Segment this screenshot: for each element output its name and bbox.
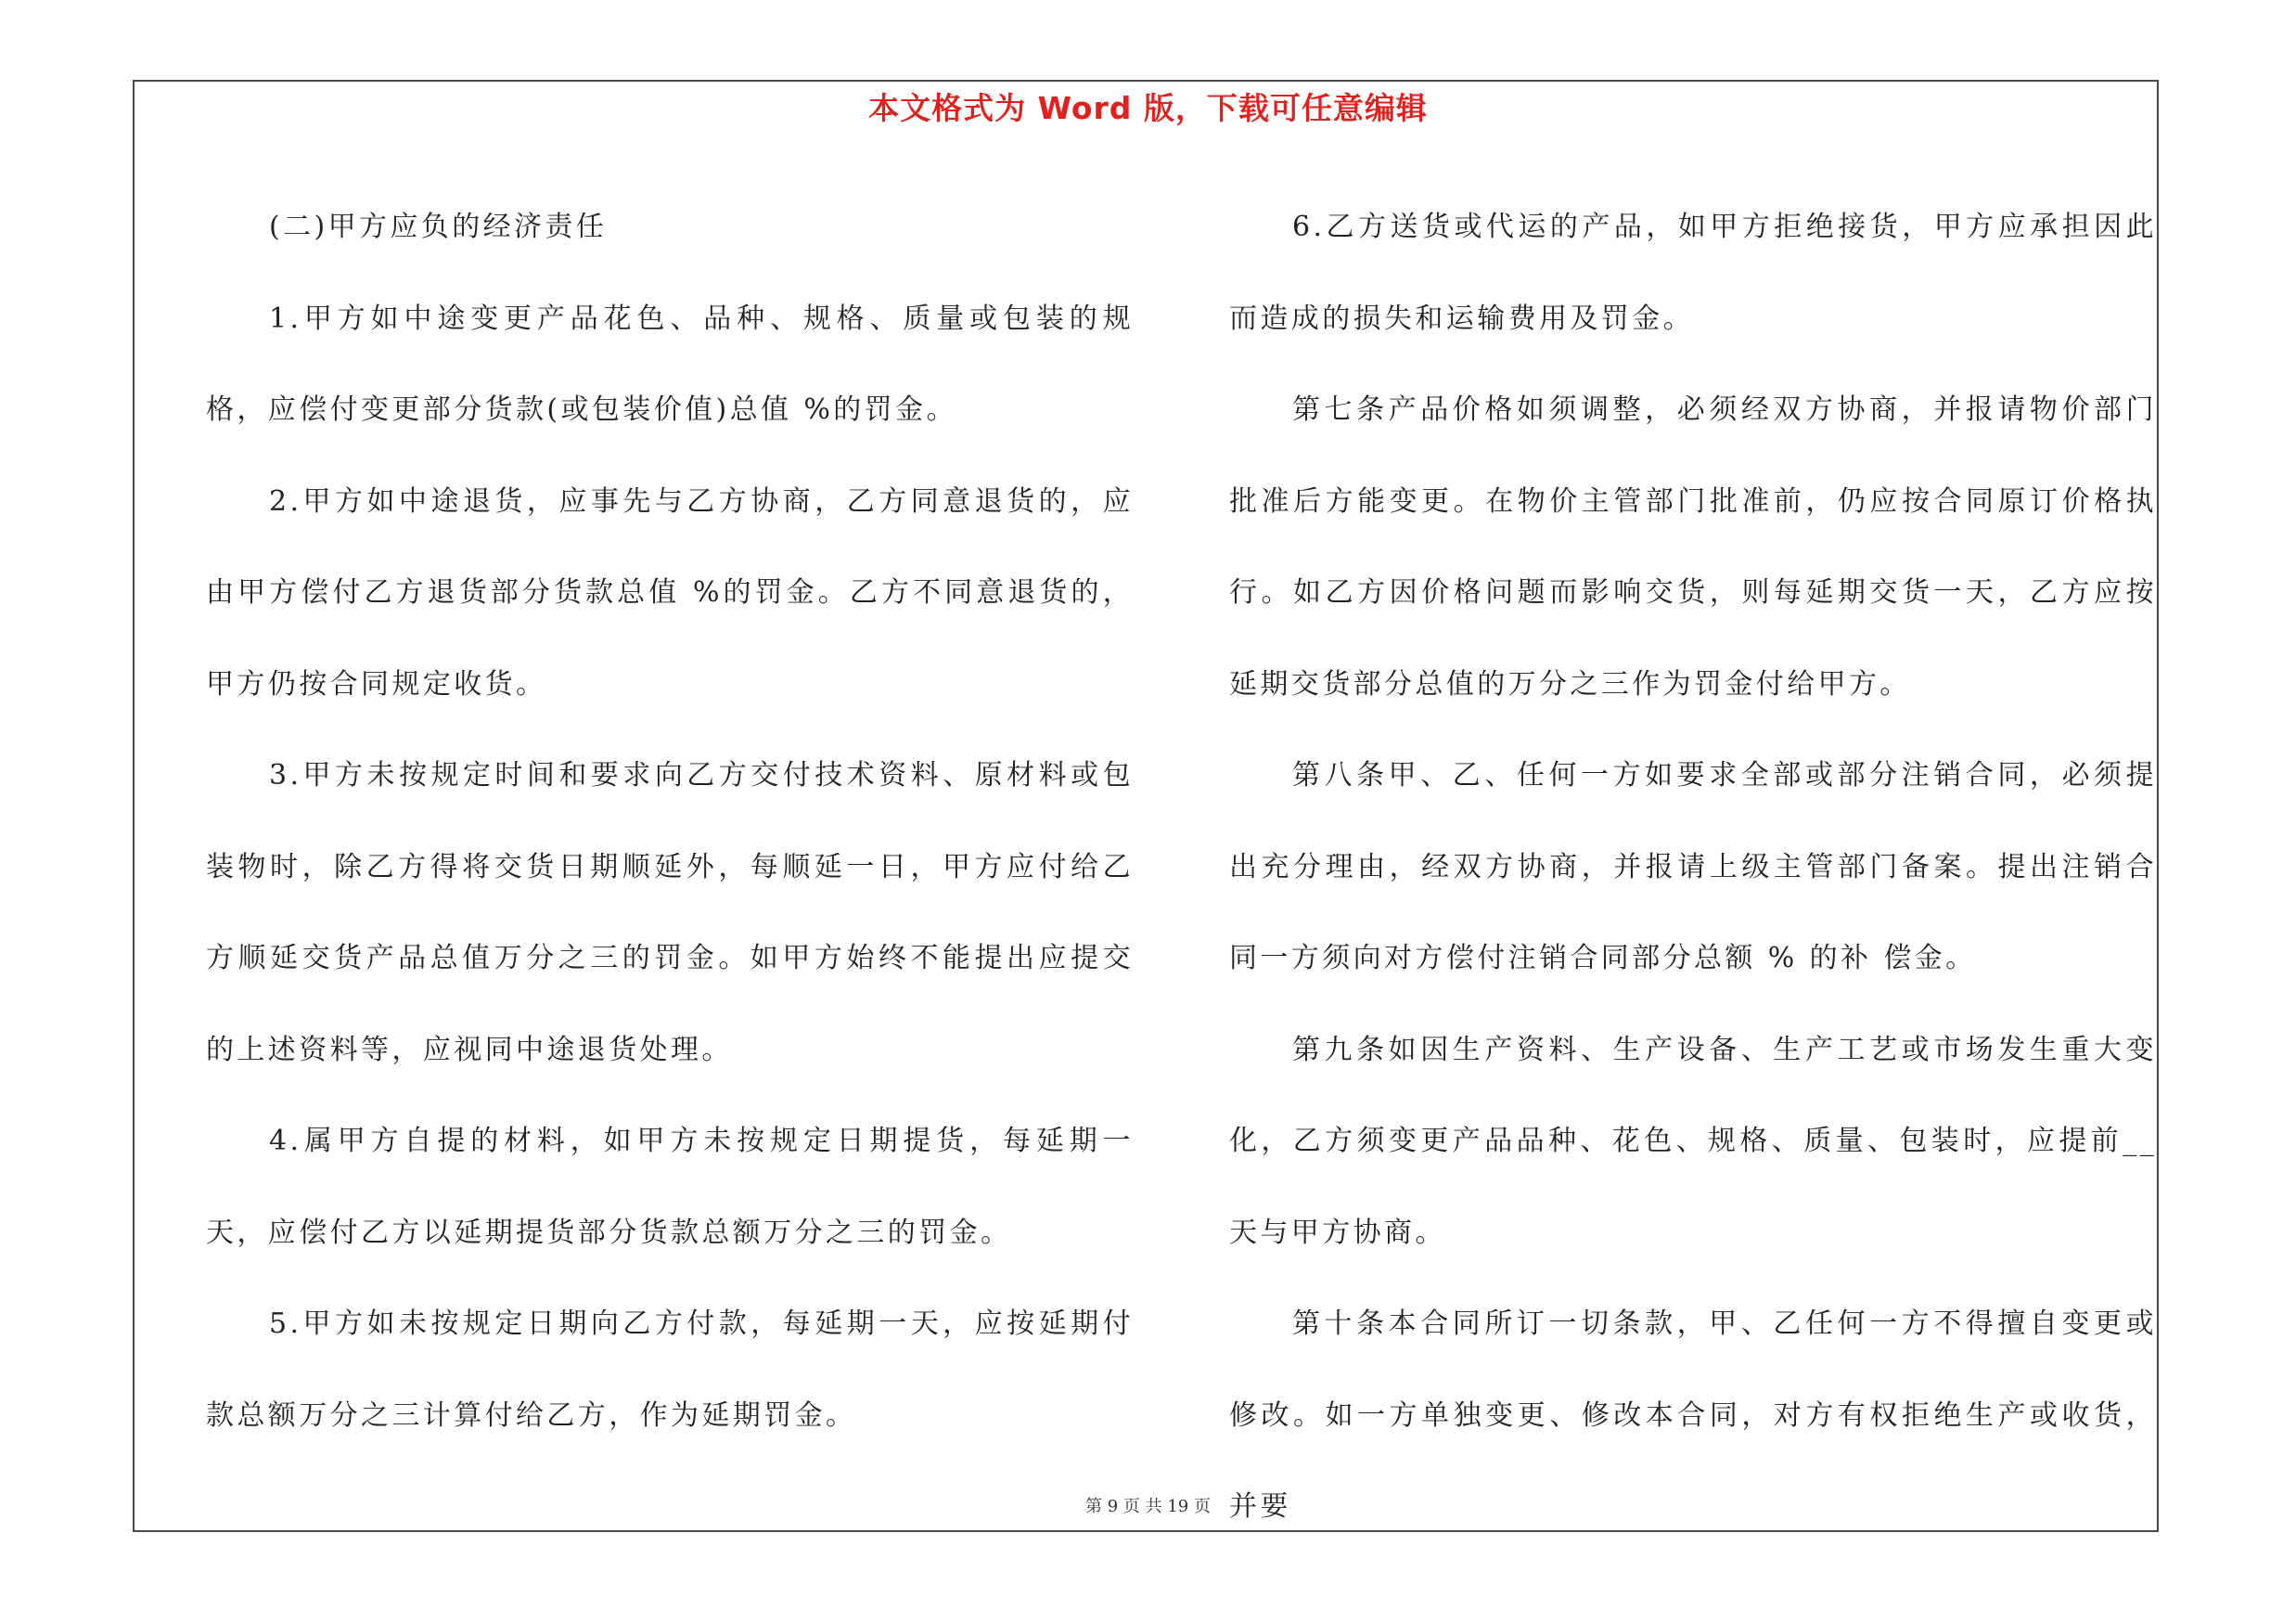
clause-paragraph: 3.甲方未按规定时间和要求向乙方交付技术资料、原材料或包装物时，除乙方得将交货日期顺延外，每顺延一日，甲方应付给乙方顺延交货产品总值万分之三的罚金。如甲方始终不能提出应提交的上述资料等，应视同中途退货处理。 — [206, 759, 1134, 1066]
section-heading-party-a-liability: (二)甲方应负的经济责任 — [269, 211, 608, 243]
clause-paragraph: 4.属甲方自提的材料，如甲方未按规定日期提货，每延期一天，应偿付乙方以延期提货部分货款总额万分之三的罚金。 — [206, 1125, 1134, 1249]
clause-paragraph: 1.甲方如中途变更产品花色、品种、规格、质量或包装的规格，应偿付变更部分货款(或包装价值)总值 %的罚金。 — [206, 302, 1134, 426]
clause-paragraph: 5.甲方如未按规定日期向乙方付款，每延期一天，应按延期付款总额万分之三计算付给乙方，作为延期罚金。 — [206, 1307, 1134, 1432]
left-column — [206, 182, 1134, 1462]
clause-paragraph: 6.乙方送货或代运的产品，如甲方拒绝接货，甲方应承担因此而造成的损失和运输费用及罚金。 — [1229, 211, 2157, 335]
page-number-footer: 第 9 页 共 19 页 — [1085, 1497, 1211, 1516]
right-column — [1229, 182, 2157, 1553]
article-paragraph: 第九条如因生产资料、生产设备、生产工艺或市场发生重大变化，乙方须变更产品品种、花色、规格、质量、包装时，应提前__天与甲方协商。 — [1229, 1033, 2157, 1249]
article-paragraph: 第八条甲、乙、任何一方如要求全部或部分注销合同，必须提出充分理由，经双方协商，并报请上级主管部门备案。提出注销合同一方须向对方偿付注销合同部分总额 % 的补 偿金。 — [1229, 759, 2157, 974]
article-paragraph: 第十条本合同所订一切条款，甲、乙任何一方不得擅自变更或修改。如一方单独变更、修改本合同，对方有权拒绝生产或收货，并要 — [1229, 1307, 2157, 1523]
article-paragraph: 第七条产品价格如须调整，必须经双方协商，并报请物价部门批准后方能变更。在物价主管部门批准前，仍应按合同原订价格执行。如乙方因价格问题而影响交货，则每延期交货一天，乙方应按延期交货部分总值的万分之三作为罚金付给甲方。 — [1229, 393, 2157, 701]
word-format-banner: 本文格式为 Word 版，下载可任意编辑 — [868, 90, 1428, 126]
clause-paragraph: 2.甲方如中途退货，应事先与乙方协商，乙方同意退货的，应由甲方偿付乙方退货部分货款总值 %的罚金。乙方不同意退货的，甲方仍按合同规定收货。 — [206, 484, 1134, 701]
